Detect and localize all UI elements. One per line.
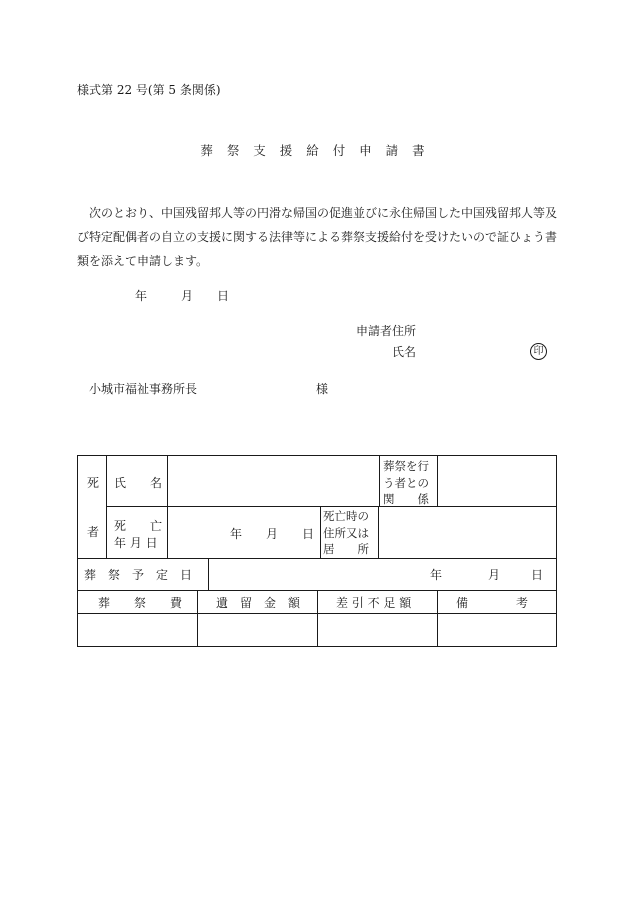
date-year-label: 年: [135, 289, 148, 303]
funeral-month-label: 月: [488, 568, 501, 582]
col-estate-amount: 遺 留 金 額: [216, 596, 301, 610]
deceased-label-1: 死: [87, 476, 100, 490]
col-divider: [437, 456, 438, 507]
application-form-table: [77, 455, 557, 647]
death-month-label: 月: [266, 527, 279, 541]
form-number: 様式第 22 号(第 5 条関係): [77, 83, 221, 97]
death-address-label: 死亡時の 住所又は 居 所: [323, 509, 369, 557]
col-divider: [167, 456, 168, 558]
date-month-label: 月: [181, 289, 194, 303]
col-divider: [378, 506, 379, 558]
seal-mark: 印: [530, 343, 547, 360]
name-label-1: 氏: [114, 476, 127, 490]
deceased-label-2: 者: [87, 525, 100, 539]
death-day-label: 日: [302, 527, 315, 541]
addressee-honorific: 様: [316, 382, 329, 396]
col-divider: [197, 590, 198, 647]
row-divider: [78, 558, 557, 559]
form-title: 葬 祭 支 援 給 付 申 請 書: [200, 143, 430, 158]
funeral-date-label: 葬 祭 予 定 日: [84, 568, 193, 582]
col-divider: [317, 590, 318, 647]
applicant-address-label: 申請者住所: [356, 324, 417, 338]
applicant-name-label: 氏名: [392, 345, 417, 359]
row-divider: [106, 506, 557, 507]
col-divider: [106, 456, 107, 558]
date-day-label: 日: [217, 289, 230, 303]
death-date-label: 死 亡 年 月 日: [114, 519, 163, 551]
funeral-year-label: 年: [430, 568, 443, 582]
col-remarks: 備 考: [456, 596, 529, 610]
col-shortfall: 差 引 不 足 額: [336, 596, 412, 610]
col-divider: [320, 506, 321, 558]
application-date: [135, 290, 229, 302]
col-divider: [379, 456, 380, 507]
relation-label: 葬祭を行 う者との 関 係: [383, 459, 429, 507]
name-label-2: 名: [150, 476, 163, 490]
funeral-day-label: 日: [531, 568, 544, 582]
col-funeral-cost: 葬 祭 費: [98, 596, 183, 610]
addressee-office: 小城市福祉事務所長: [89, 382, 198, 396]
col-divider: [208, 558, 209, 590]
death-year-label: 年: [230, 527, 243, 541]
application-statement: 次のとおり、中国残留邦人等の円滑な帰国の促進並びに永住帰国した中国残留邦人等及び特定配偶者の自立の支援に関する法律等による葬祭支援給付を受けたいので証ひょう書類を添えて申請します。: [77, 206, 558, 268]
col-divider: [437, 590, 438, 647]
